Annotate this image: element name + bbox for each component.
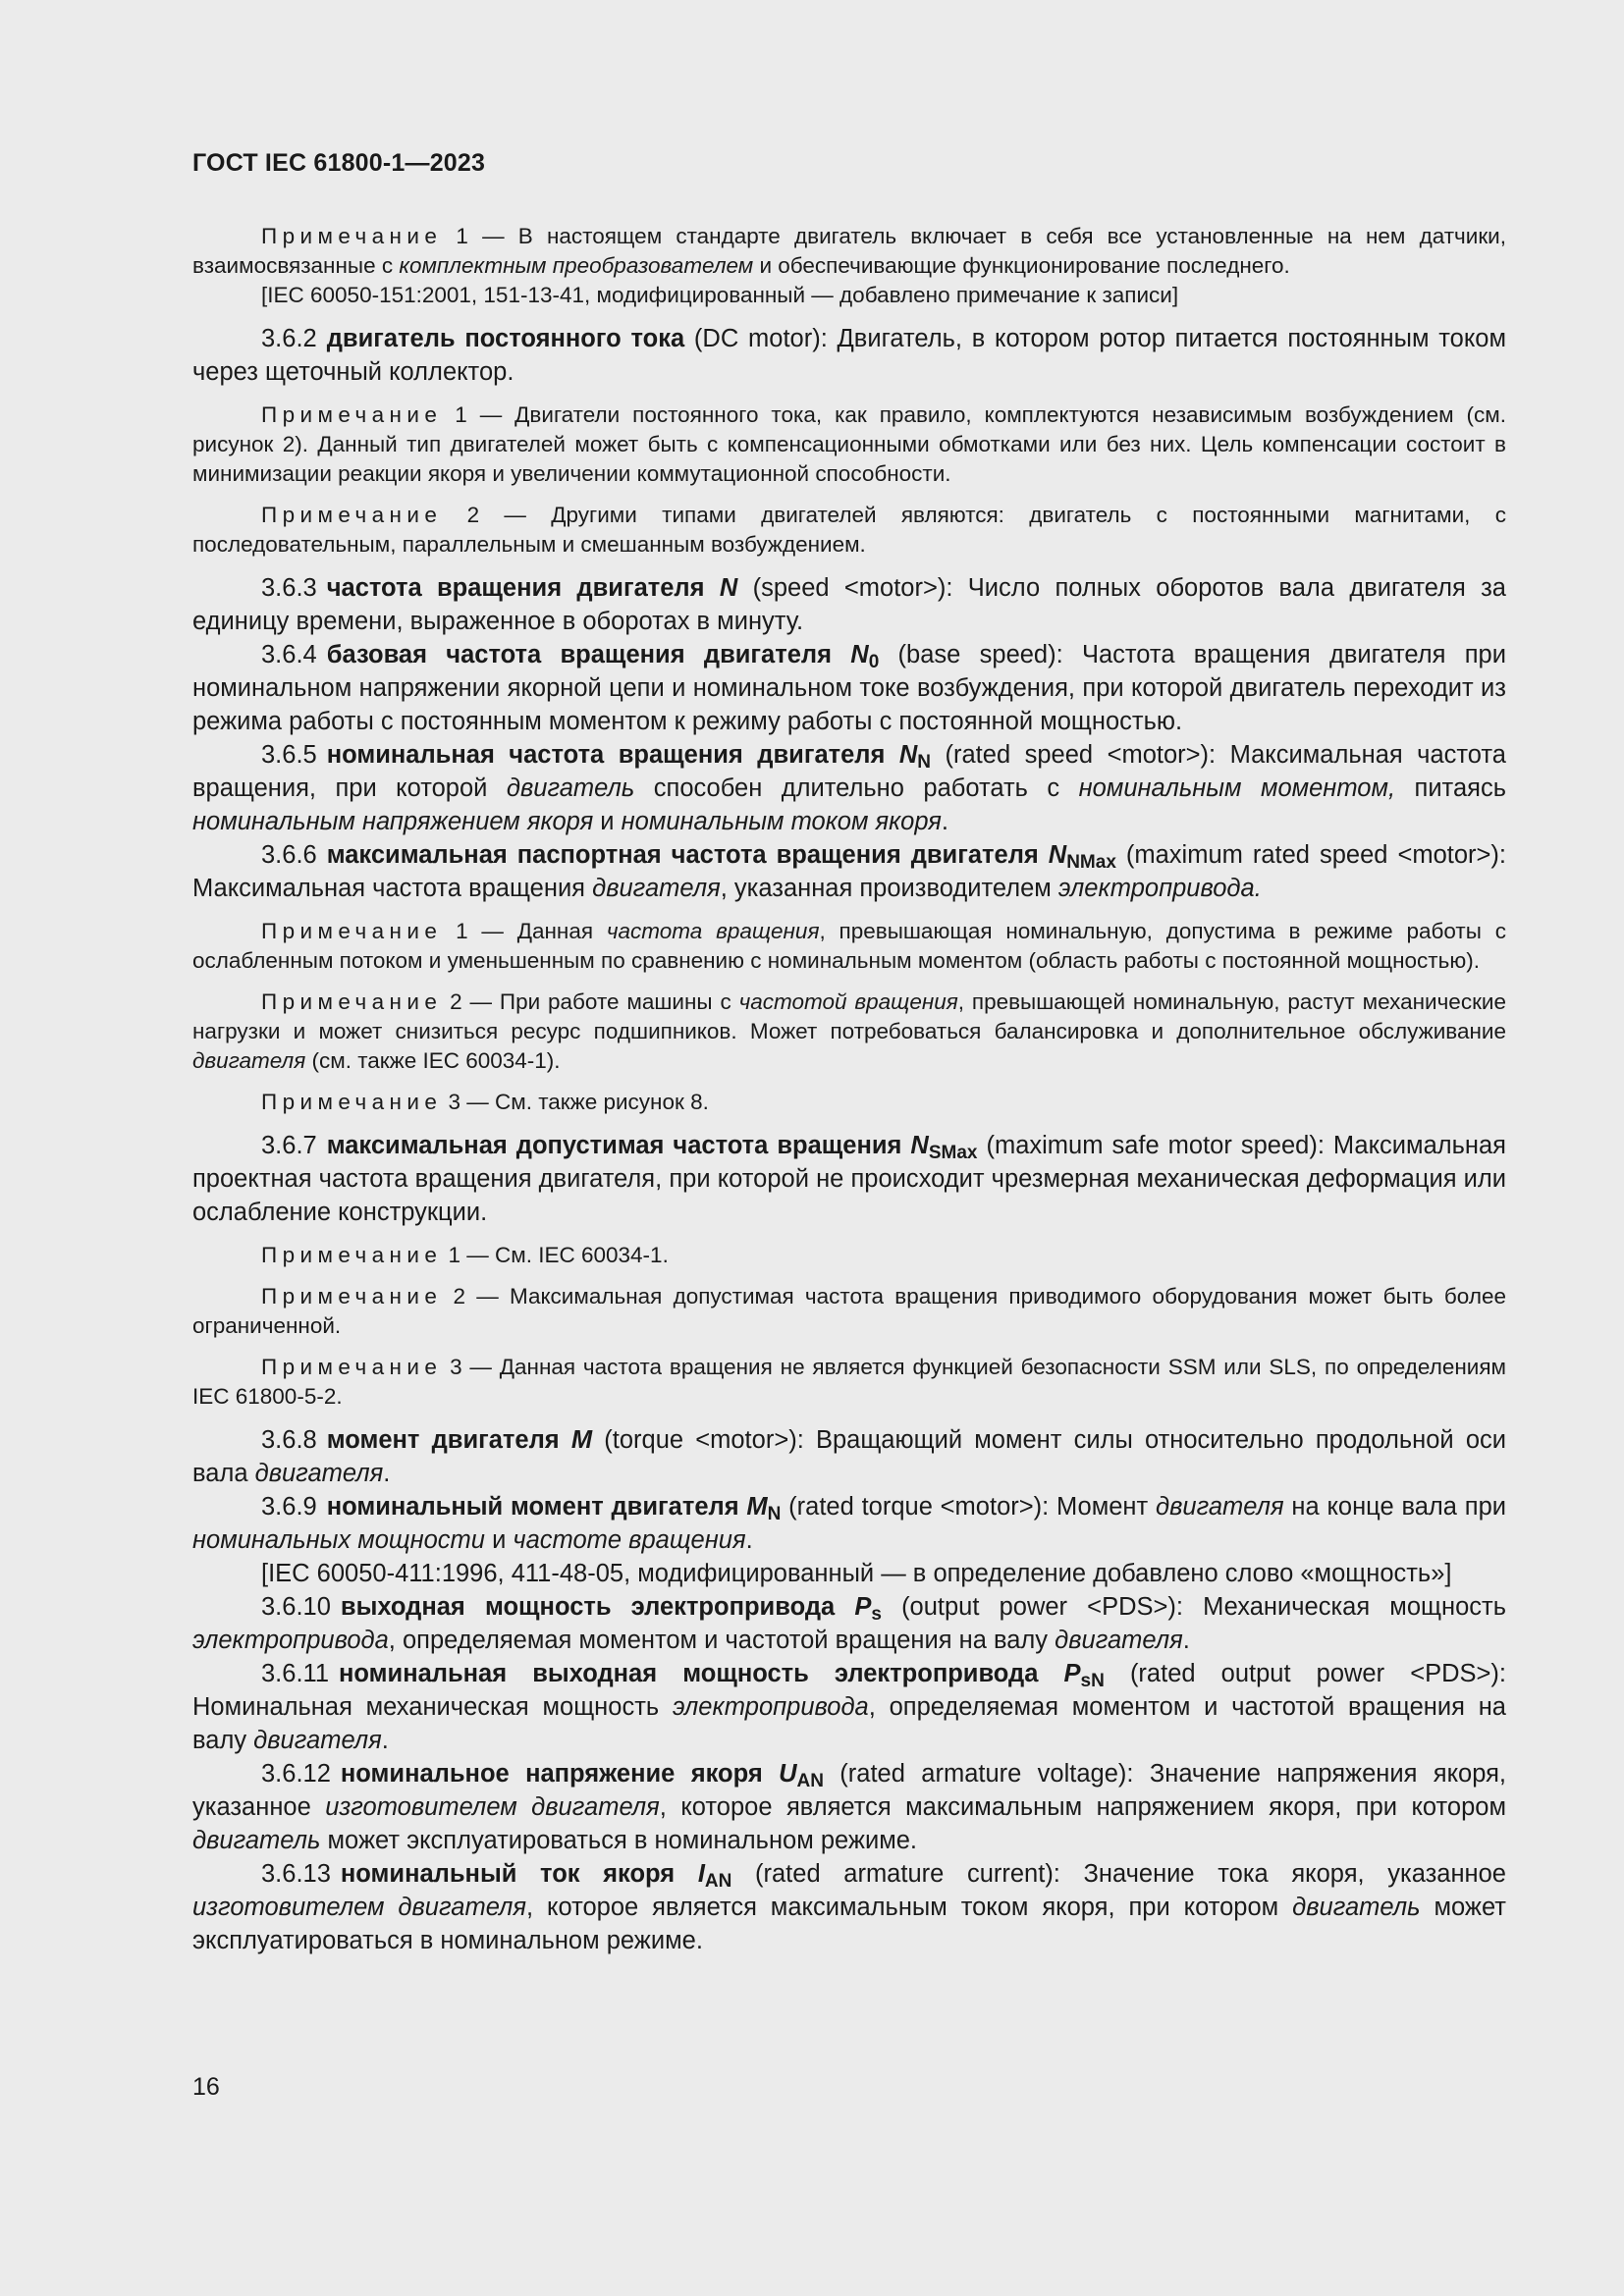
page-body (192, 222, 1506, 1957)
definition-3-6-12: 3.6.12 номинальное напряжение якоря $U_{AN}$ (rated armature voltage): Значение напряжения якоря, указанное изготовителем двигателя, которое является максимальным напряжением якоря, при котором двигатель может эксплуатироваться в номинальном режиме. (192, 1760, 1506, 1854)
definition-3-6-4: 3.6.4 базовая частота вращения двигателя $N_0$ (base speed): Частота вращения двигателя при номинальном напряжении якорной цепи и номинальном токе возбуждения, при которой двигатель переходит из режима работы с постоянным моментом к режиму работы с постоянной мощностью. (192, 641, 1506, 735)
note-3-6-7-1: Примечание 1 — См. IEC 60034-1. (261, 1243, 669, 1267)
definition-3-6-2: 3.6.2 двигатель постоянного тока (DC motor): Двигатель, в котором ротор питается постоянным током через щеточный коллектор. (192, 325, 1506, 386)
note-3-6-7-3: Примечание 3 — Данная частота вращения не является функцией безопасности SSM или SLS, по определениям IEC 61800-5-2. (192, 1355, 1506, 1409)
definition-3-6-7: 3.6.7 максимальная допустимая частота вращения $N_{SMax}$ (maximum safe motor speed): Максимальная проектная частота вращения двигателя, при которой не происходит чрезмерная механическая деформация или ослабление конструкции. (192, 1132, 1506, 1226)
note-label: Примечание (261, 224, 443, 248)
note-motor-definition-1: Примечание 1 — В настоящем стандарте двигатель включает в себя все установленные на нем датчики, взаимосвязанные с комплектным преобразователем и обеспечивающие функционирование последнего. (192, 224, 1506, 278)
definition-3-6-6: 3.6.6 максимальная паспортная частота вращения двигателя $N_{NMax}$ (maximum rated speed <motor>): Максимальная частота вращения двигателя, указанная производителем электропривода. (192, 841, 1506, 902)
definition-3-6-10: 3.6.10 выходная мощность электропривода $P_s$ (output power <PDS>): Механическая мощность электропривода, определяемая моментом и частотой вращения на валу двигателя. (192, 1593, 1506, 1654)
source-reference: [IEC 60050-151:2001, 151-13-41, модифицированный — добавлено примечание к записи] (261, 283, 1179, 307)
definition-3-6-9: 3.6.9 номинальный момент двигателя $M_N$ (rated torque <motor>): Момент двигателя на конце вала при номинальных мощности и частоте вращения. (192, 1493, 1506, 1554)
source-reference-3-6-9: [IEC 60050-411:1996, 411-48-05, модифицированный — в определение добавлено слово «мощность»] (261, 1560, 1452, 1587)
document-header: ГОСТ IEC 61800-1—2023 (192, 149, 486, 177)
note-3-6-6-1: Примечание 1 — Данная частота вращения, превышающая номинальную, допустима в режиме работы с ослабленным потоком и уменьшенным по сравнению с номинальным моментом (область работы с постоянной мощностью). (192, 919, 1506, 973)
definition-3-6-3: 3.6.3 частота вращения двигателя N (speed <motor>): Число полных оборотов вала двигателя за единицу времени, выраженное в оборотах в минуту. (192, 574, 1506, 635)
note-3-6-6-2: Примечание 2 — При работе машины с частотой вращения, превышающей номинальную, растут механические нагрузки и может снизиться ресурс подшипников. Может потребоваться балансировка и дополнительное обслуживание двигателя (см. также IEC 60034-1). (192, 989, 1506, 1073)
note-3-6-2-1: Примечание 1 — Двигатели постоянного тока, как правило, комплектуются независимым возбуждением (см. рисунок 2). Данный тип двигателей может быть с компенсационными обмотками или без них. Цель компенсации состоит в минимизации реакции якоря и увеличении коммутационной способности. (192, 402, 1506, 486)
note-3-6-2-2: Примечание 2 — Другими типами двигателей являются: двигатель с постоянными магнитами, с последовательным, параллельным и смешанным возбуждением. (192, 503, 1506, 557)
note-3-6-7-2: Примечание 2 — Максимальная допустимая частота вращения приводимого оборудования может быть более ограниченной. (192, 1284, 1506, 1338)
page-number: 16 (192, 2073, 220, 2101)
definition-3-6-13: 3.6.13 номинальный ток якоря $I_{AN}$ (rated armature current): Значение тока якоря, указанное изготовителем двигателя, которое является максимальным током якоря, при котором двигатель может эксплуатироваться в номинальном режиме. (192, 1860, 1506, 1954)
definition-3-6-5: 3.6.5 номинальная частота вращения двигателя $N_N$ (rated speed <motor>): Максимальная частота вращения, при которой двигатель способен длительно работать с номинальным моментом, питаясь номинальным напряжением якоря и номинальным током якоря. (192, 741, 1506, 835)
note-3-6-6-3: Примечание 3 — См. также рисунок 8. (261, 1090, 709, 1114)
definition-3-6-11: 3.6.11 номинальная выходная мощность электропривода $P_{sN}$ (rated output power <PDS>): Номинальная механическая мощность электропривода, определяемая моментом и частотой вращения на валу двигателя. (192, 1660, 1506, 1754)
definition-3-6-8: 3.6.8 момент двигателя M (torque <motor>): Вращающий момент силы относительно продольной оси вала двигателя. (192, 1426, 1506, 1487)
